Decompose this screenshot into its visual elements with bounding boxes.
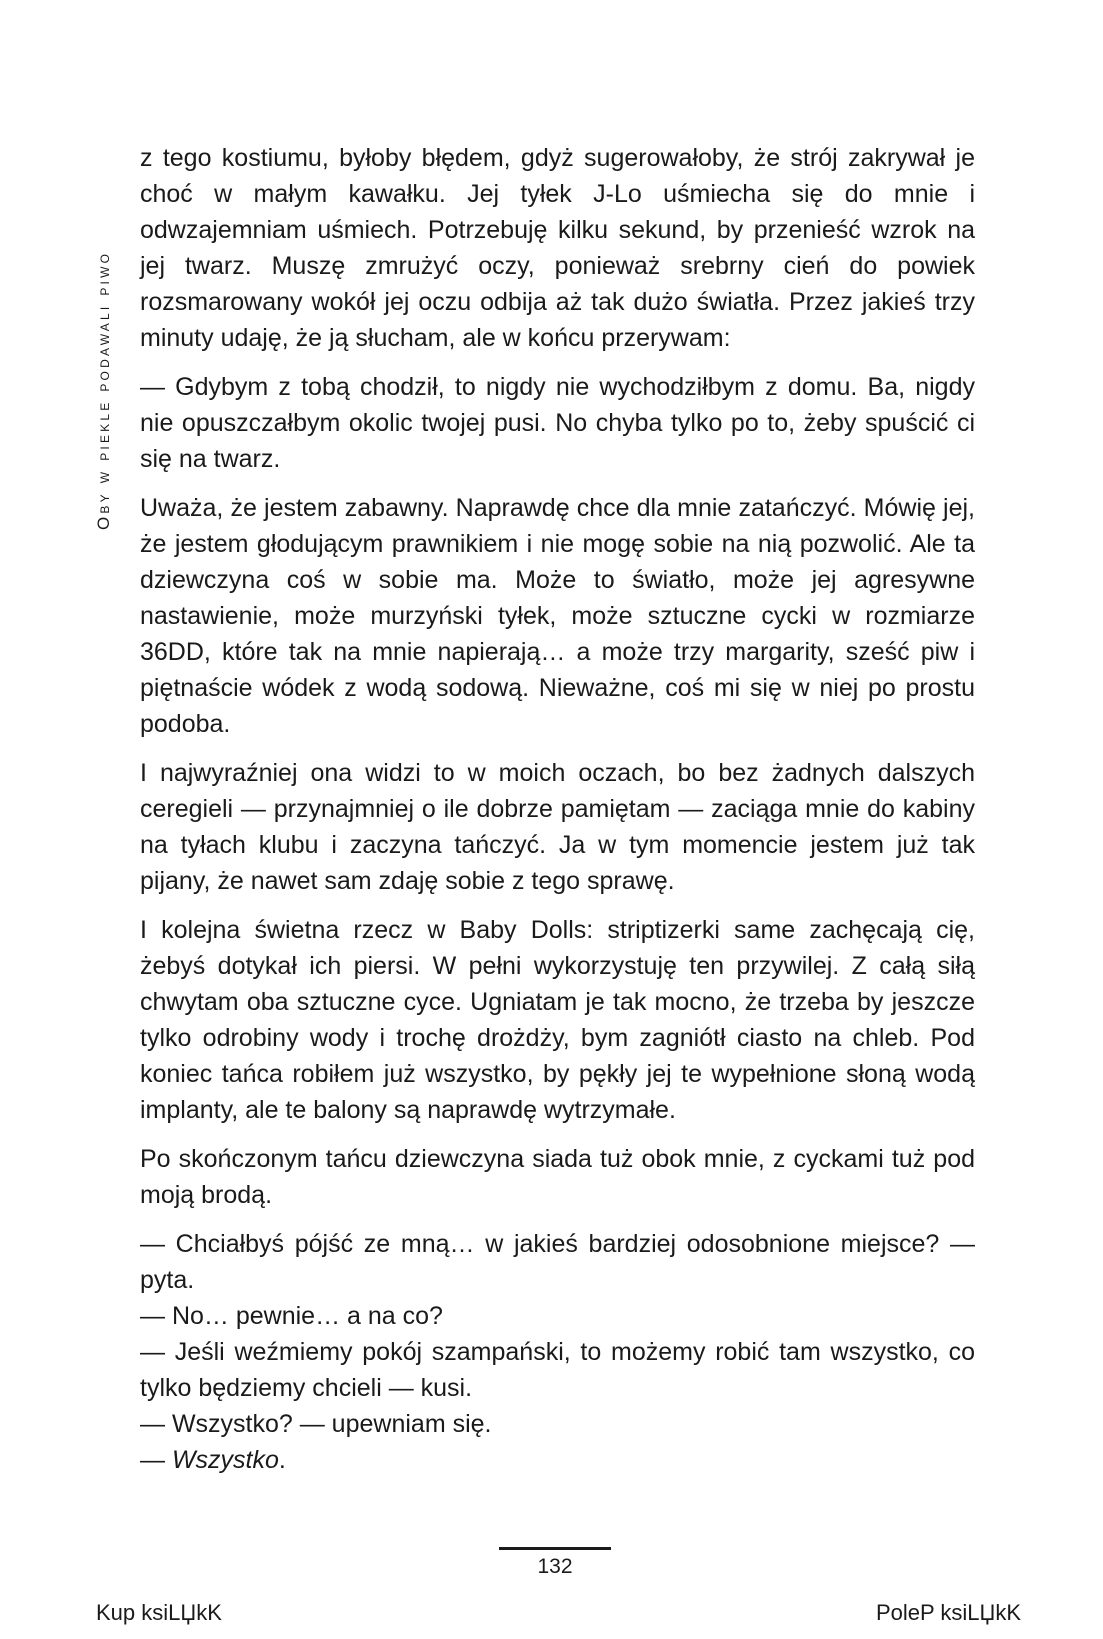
dialogue-line: — Wszystko? — upewniam się.: [140, 1410, 492, 1438]
paragraph: z tego kostiumu, byłoby błędem, gdyż sugerowałoby, że strój zakrywał je choć w małym kawałku. Jej tyłek J-Lo uśmiecha się do mnie i odwzajemniam uśmiech. Potrzebuję kilku sekund, by przenieść wzrok na jej twarz. Muszę zmrużyć oczy, ponieważ srebrny cień do powiek rozsmarowany wokół jej oczu odbija aż tak dużo światła. Przez jakieś trzy minuty udaję, że ją słucham, ale w końcu przerywam:: [140, 144, 975, 352]
recommend-book-link[interactable]: PoleP ksiLЏkK: [875, 1600, 1021, 1625]
dialogue-line: — No… pewnie… a na co?: [140, 1302, 443, 1330]
paragraph: Uważa, że jestem zabawny. Naprawdę chce dla mnie zatańczyć. Mówię jej, że jestem głodującym prawnikiem i nie mogę sobie na nią pozwolić. Ale ta dziewczyna coś w sobie ma. Może to światło, może jej agresywne nastawienie, może murzyński tyłek, może sztuczne cycki w rozmiarze 36DD, które tak na mnie napierają… a może trzy margarity, sześć piw i piętnaście wódek z wodą sodową. Nieważne, coś mi się w niej po prostu podoba.: [140, 494, 975, 738]
body-text: [140, 140, 975, 1478]
dialogue-line: — Chciałbyś pójść ze mną… w jakieś bardziej odosobnione miejsce? — pyta.: [140, 1230, 975, 1294]
running-head: [94, 251, 114, 530]
paragraph: Po skończonym tańcu dziewczyna siada tuż obok mnie, z cyckami tuż pod moją brodą.: [140, 1145, 975, 1209]
final-period: .: [278, 1446, 286, 1474]
final-dash: —: [140, 1446, 172, 1474]
paragraph: I kolejna świetna rzecz w Baby Dolls: striptizerki same zachęcają cię, żebyś dotykał ich piersi. W pełni wykorzystuję ten przywilej. Z całą siłą chwytam oba sztuczne cyce. Ugniatam je tak mocno, że trzeba by jeszcze tylko odrobiny wody i trochę drożdży, bym zagniótł ciasto na chleb. Pod koniec tańca robiłem już wszystko, by pękły jej te wypełnione słoną wodą implanty, ale te balony są naprawdę wytrzymałe.: [140, 916, 975, 1124]
running-head-text: Oby w piekle podawali piwo: [94, 250, 113, 530]
dialogue-line: — Jeśli weźmiemy pokój szampański, to możemy robić tam wszystko, co tylko będziemy chcieli — kusi.: [140, 1338, 975, 1402]
dialogue-line-final: [140, 1442, 975, 1478]
paragraph: I najwyraźniej ona widzi to w moich oczach, bo bez żadnych dalszych ceregieli — przynajmniej o ile dobrze pamiętam — zaciąga mnie do kabiny na tyłach klubu i zaczyna tańczyć. Ja w tym momencie jestem już tak pijany, że nawet sam zdaję sobie z tego sprawę.: [140, 759, 975, 895]
final-italic-word: Wszystko: [171, 1446, 279, 1474]
page-number: 132: [537, 1555, 573, 1578]
buy-book-link[interactable]: Kup ksiLЏkK: [96, 1600, 222, 1625]
page-number-rule: [499, 1547, 611, 1550]
paragraph: — Gdybym z tobą chodził, to nigdy nie wychodziłbym z domu. Ba, nigdy nie opuszczałbym okolic twojej pusi. No chyba tylko po to, żeby spuścić ci się na twarz.: [140, 373, 975, 473]
